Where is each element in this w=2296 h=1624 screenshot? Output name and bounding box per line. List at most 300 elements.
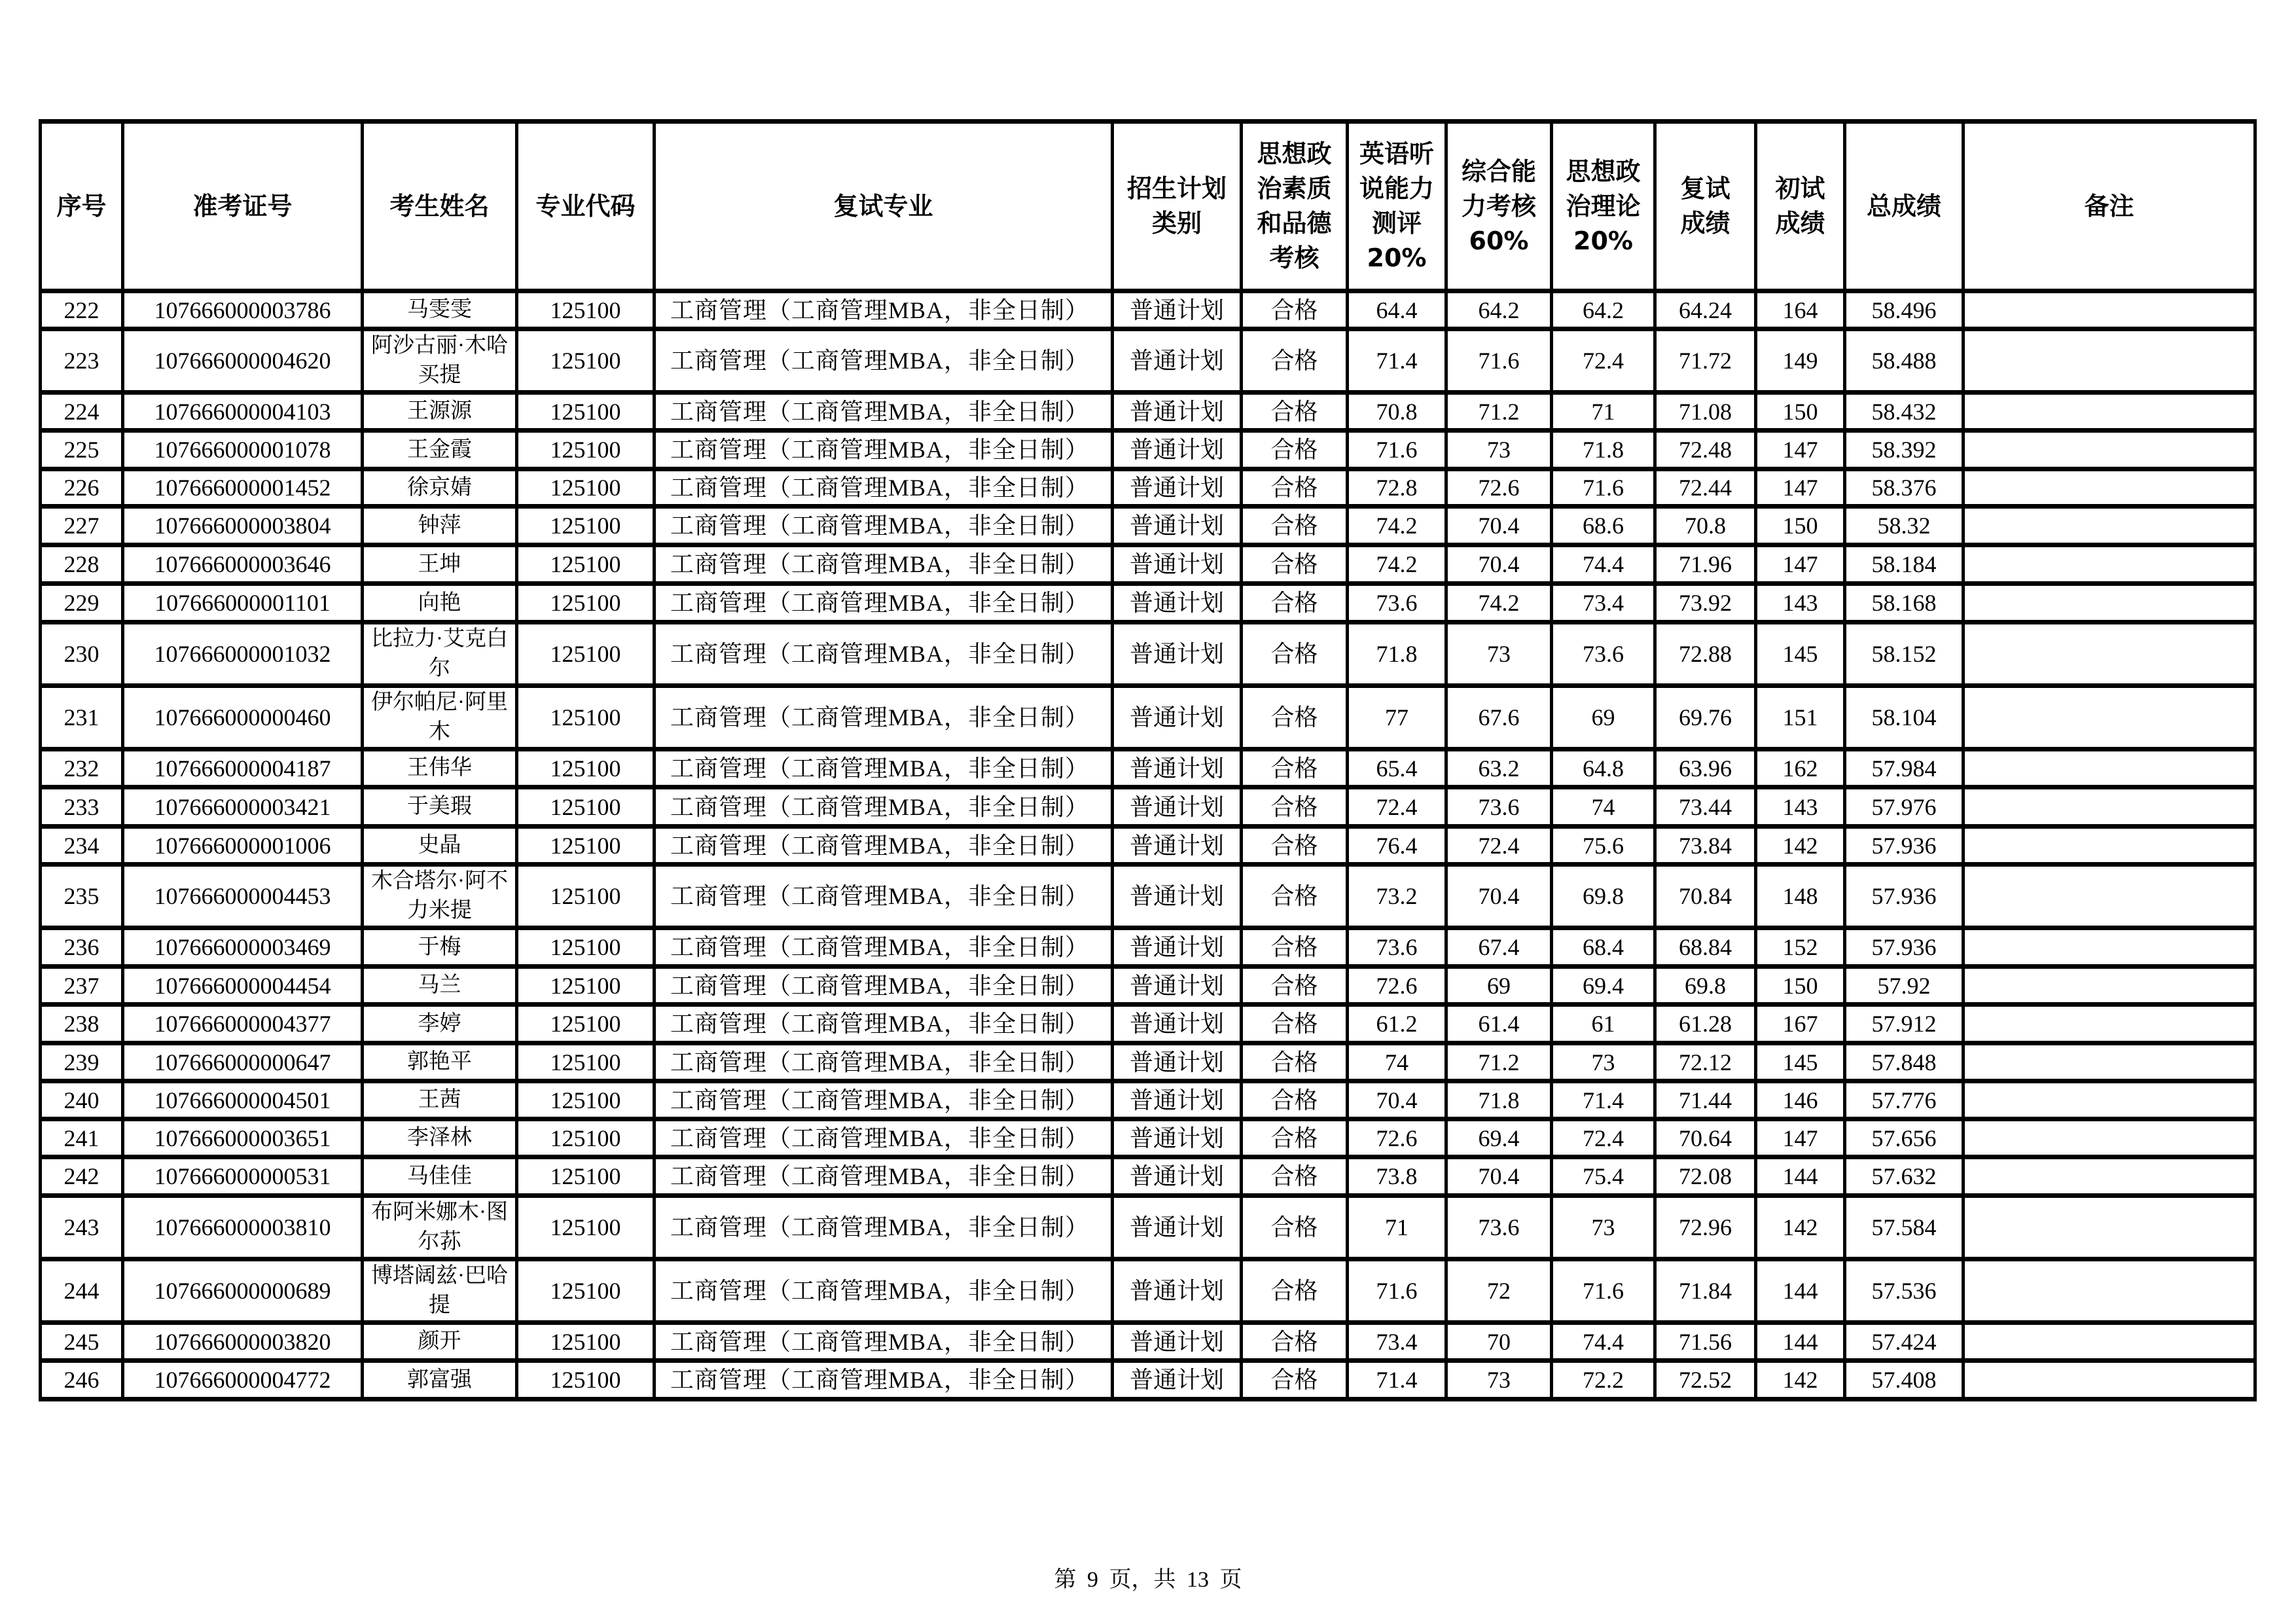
cell-prelim-score: 144 <box>1756 1259 1845 1323</box>
cell-comprehensive: 73 <box>1446 431 1552 469</box>
cell-name: 阿沙古丽·木哈买提 <box>363 329 517 393</box>
cell-seq: 242 <box>41 1157 123 1196</box>
table-row <box>41 329 2255 393</box>
cell-english: 61.2 <box>1348 1005 1446 1043</box>
cell-plan-type: 普通计划 <box>1113 827 1242 865</box>
cell-major: 工商管理（工商管理MBA，非全日制） <box>655 827 1113 865</box>
cell-major: 工商管理（工商管理MBA，非全日制） <box>655 787 1113 827</box>
cell-exam-id: 107666000003646 <box>123 545 363 584</box>
cell-remark <box>1964 1259 2255 1323</box>
cell-remark <box>1964 1157 2255 1196</box>
table-row <box>41 928 2255 967</box>
cell-english: 71.4 <box>1348 329 1446 393</box>
cell-ideology-moral: 合格 <box>1242 928 1348 967</box>
cell-politics: 72.4 <box>1552 329 1655 393</box>
score-table <box>39 119 2257 1401</box>
cell-name: 郭艳平 <box>363 1043 517 1081</box>
cell-remark <box>1964 584 2255 623</box>
cell-exam-id: 107666000004454 <box>123 967 363 1005</box>
cell-plan-type: 普通计划 <box>1113 507 1242 545</box>
cell-seq: 231 <box>41 686 123 749</box>
cell-retest-score: 71.56 <box>1655 1323 1756 1361</box>
cell-ideology-moral: 合格 <box>1242 1005 1348 1043</box>
cell-plan-type: 普通计划 <box>1113 1361 1242 1399</box>
cell-retest-score: 71.08 <box>1655 393 1756 431</box>
cell-seq: 234 <box>41 827 123 865</box>
cell-exam-id: 107666000000689 <box>123 1259 363 1323</box>
cell-remark <box>1964 827 2255 865</box>
cell-seq: 245 <box>41 1323 123 1361</box>
cell-exam-id: 107666000001032 <box>123 623 363 686</box>
cell-ideology-moral: 合格 <box>1242 291 1348 329</box>
cell-seq: 227 <box>41 507 123 545</box>
cell-major: 工商管理（工商管理MBA，非全日制） <box>655 291 1113 329</box>
cell-ideology-moral: 合格 <box>1242 469 1348 507</box>
cell-seq: 230 <box>41 623 123 686</box>
table-row <box>41 393 2255 431</box>
cell-comprehensive: 73 <box>1446 1361 1552 1399</box>
cell-name: 王茜 <box>363 1081 517 1119</box>
cell-total-score: 57.936 <box>1845 865 1964 928</box>
cell-politics: 64.2 <box>1552 291 1655 329</box>
cell-comprehensive: 70 <box>1446 1323 1552 1361</box>
cell-prelim-score: 145 <box>1756 623 1845 686</box>
cell-name: 颜开 <box>363 1323 517 1361</box>
page-footer: 第 9 页，共 13 页 <box>1054 1568 1242 1592</box>
cell-name: 王源源 <box>363 393 517 431</box>
cell-prelim-score: 147 <box>1756 431 1845 469</box>
cell-total-score: 58.184 <box>1845 545 1964 584</box>
cell-comprehensive: 73.6 <box>1446 787 1552 827</box>
cell-major-code: 125100 <box>517 393 655 431</box>
cell-major: 工商管理（工商管理MBA，非全日制） <box>655 1196 1113 1259</box>
cell-comprehensive: 71.2 <box>1446 393 1552 431</box>
cell-major-code: 125100 <box>517 545 655 584</box>
cell-ideology-moral: 合格 <box>1242 1157 1348 1196</box>
table-row <box>41 787 2255 827</box>
cell-comprehensive: 69.4 <box>1446 1119 1552 1157</box>
cell-seq: 241 <box>41 1119 123 1157</box>
cell-prelim-score: 150 <box>1756 393 1845 431</box>
cell-politics: 71.4 <box>1552 1081 1655 1119</box>
cell-remark <box>1964 1119 2255 1157</box>
cell-remark <box>1964 787 2255 827</box>
table-row <box>41 827 2255 865</box>
cell-exam-id: 107666000003786 <box>123 291 363 329</box>
cell-comprehensive: 72 <box>1446 1259 1552 1323</box>
cell-total-score: 57.848 <box>1845 1043 1964 1081</box>
cell-remark <box>1964 749 2255 787</box>
cell-retest-score: 72.48 <box>1655 431 1756 469</box>
cell-total-score: 57.584 <box>1845 1196 1964 1259</box>
cell-politics: 74.4 <box>1552 1323 1655 1361</box>
cell-seq: 229 <box>41 584 123 623</box>
cell-politics: 61 <box>1552 1005 1655 1043</box>
header-seq: 序号 <box>41 122 123 291</box>
cell-retest-score: 69.8 <box>1655 967 1756 1005</box>
cell-english: 64.4 <box>1348 291 1446 329</box>
cell-remark <box>1964 1196 2255 1259</box>
cell-politics: 71 <box>1552 393 1655 431</box>
cell-major-code: 125100 <box>517 865 655 928</box>
cell-retest-score: 72.52 <box>1655 1361 1756 1399</box>
cell-politics: 64.8 <box>1552 749 1655 787</box>
cell-prelim-score: 147 <box>1756 545 1845 584</box>
cell-remark <box>1964 1323 2255 1361</box>
cell-english: 73.6 <box>1348 928 1446 967</box>
cell-major: 工商管理（工商管理MBA，非全日制） <box>655 1157 1113 1196</box>
cell-total-score: 58.488 <box>1845 329 1964 393</box>
cell-politics: 75.4 <box>1552 1157 1655 1196</box>
cell-exam-id: 107666000000531 <box>123 1157 363 1196</box>
cell-politics: 71.6 <box>1552 1259 1655 1323</box>
cell-name: 布阿米娜木·图尔荪 <box>363 1196 517 1259</box>
cell-major-code: 125100 <box>517 431 655 469</box>
table-row <box>41 584 2255 623</box>
cell-ideology-moral: 合格 <box>1242 393 1348 431</box>
cell-plan-type: 普通计划 <box>1113 291 1242 329</box>
header-plan-type: 招生计划 类别 <box>1113 122 1242 291</box>
cell-name: 王坤 <box>363 545 517 584</box>
cell-major-code: 125100 <box>517 686 655 749</box>
cell-plan-type: 普通计划 <box>1113 1081 1242 1119</box>
cell-major: 工商管理（工商管理MBA，非全日制） <box>655 469 1113 507</box>
cell-exam-id: 107666000004620 <box>123 329 363 393</box>
cell-remark <box>1964 469 2255 507</box>
cell-comprehensive: 70.4 <box>1446 545 1552 584</box>
cell-total-score: 58.152 <box>1845 623 1964 686</box>
cell-total-score: 57.776 <box>1845 1081 1964 1119</box>
cell-name: 徐京婧 <box>363 469 517 507</box>
cell-name: 博塔阔兹·巴哈提 <box>363 1259 517 1323</box>
cell-major-code: 125100 <box>517 827 655 865</box>
cell-politics: 72.2 <box>1552 1361 1655 1399</box>
cell-ideology-moral: 合格 <box>1242 431 1348 469</box>
cell-exam-id: 107666000004453 <box>123 865 363 928</box>
cell-major-code: 125100 <box>517 1081 655 1119</box>
cell-name: 王金霞 <box>363 431 517 469</box>
cell-comprehensive: 71.6 <box>1446 329 1552 393</box>
cell-ideology-moral: 合格 <box>1242 329 1348 393</box>
cell-plan-type: 普通计划 <box>1113 865 1242 928</box>
cell-remark <box>1964 431 2255 469</box>
table-row <box>41 1323 2255 1361</box>
cell-name: 马佳佳 <box>363 1157 517 1196</box>
cell-retest-score: 72.88 <box>1655 623 1756 686</box>
cell-politics: 68.6 <box>1552 507 1655 545</box>
cell-name: 史晶 <box>363 827 517 865</box>
cell-exam-id: 107666000004501 <box>123 1081 363 1119</box>
cell-plan-type: 普通计划 <box>1113 1005 1242 1043</box>
cell-retest-score: 71.44 <box>1655 1081 1756 1119</box>
cell-retest-score: 73.84 <box>1655 827 1756 865</box>
cell-seq: 243 <box>41 1196 123 1259</box>
cell-ideology-moral: 合格 <box>1242 545 1348 584</box>
header-prelim-score: 初试 成绩 <box>1756 122 1845 291</box>
cell-english: 71.4 <box>1348 1361 1446 1399</box>
cell-prelim-score: 147 <box>1756 469 1845 507</box>
cell-major-code: 125100 <box>517 507 655 545</box>
cell-prelim-score: 142 <box>1756 1196 1845 1259</box>
cell-major: 工商管理（工商管理MBA，非全日制） <box>655 1081 1113 1119</box>
cell-major: 工商管理（工商管理MBA，非全日制） <box>655 507 1113 545</box>
table-row <box>41 623 2255 686</box>
header-row <box>41 122 2255 291</box>
cell-exam-id: 107666000004377 <box>123 1005 363 1043</box>
cell-major-code: 125100 <box>517 1323 655 1361</box>
header-exam-id: 准考证号 <box>123 122 363 291</box>
table-row <box>41 1361 2255 1399</box>
cell-major-code: 125100 <box>517 1119 655 1157</box>
cell-ideology-moral: 合格 <box>1242 1323 1348 1361</box>
cell-major: 工商管理（工商管理MBA，非全日制） <box>655 928 1113 967</box>
cell-english: 76.4 <box>1348 827 1446 865</box>
cell-retest-score: 70.8 <box>1655 507 1756 545</box>
cell-english: 73.6 <box>1348 584 1446 623</box>
table-row <box>41 967 2255 1005</box>
cell-total-score: 58.432 <box>1845 393 1964 431</box>
header-major-code: 专业代码 <box>517 122 655 291</box>
cell-ideology-moral: 合格 <box>1242 749 1348 787</box>
cell-remark <box>1964 1081 2255 1119</box>
cell-remark <box>1964 393 2255 431</box>
cell-plan-type: 普通计划 <box>1113 1259 1242 1323</box>
cell-english: 73.8 <box>1348 1157 1446 1196</box>
cell-seq: 246 <box>41 1361 123 1399</box>
cell-english: 73.4 <box>1348 1323 1446 1361</box>
cell-seq: 233 <box>41 787 123 827</box>
table-row <box>41 469 2255 507</box>
cell-exam-id: 107666000003810 <box>123 1196 363 1259</box>
cell-prelim-score: 149 <box>1756 329 1845 393</box>
cell-seq: 244 <box>41 1259 123 1323</box>
cell-major: 工商管理（工商管理MBA，非全日制） <box>655 1259 1113 1323</box>
table-row <box>41 749 2255 787</box>
cell-plan-type: 普通计划 <box>1113 623 1242 686</box>
cell-total-score: 57.984 <box>1845 749 1964 787</box>
cell-major: 工商管理（工商管理MBA，非全日制） <box>655 545 1113 584</box>
cell-prelim-score: 151 <box>1756 686 1845 749</box>
cell-plan-type: 普通计划 <box>1113 393 1242 431</box>
cell-major: 工商管理（工商管理MBA，非全日制） <box>655 1043 1113 1081</box>
cell-exam-id: 107666000003469 <box>123 928 363 967</box>
header-total-score: 总成绩 <box>1845 122 1964 291</box>
cell-total-score: 57.92 <box>1845 967 1964 1005</box>
cell-prelim-score: 148 <box>1756 865 1845 928</box>
cell-prelim-score: 150 <box>1756 967 1845 1005</box>
cell-name: 向艳 <box>363 584 517 623</box>
cell-major: 工商管理（工商管理MBA，非全日制） <box>655 1119 1113 1157</box>
cell-politics: 71.8 <box>1552 431 1655 469</box>
cell-name: 马雯雯 <box>363 291 517 329</box>
cell-major: 工商管理（工商管理MBA，非全日制） <box>655 393 1113 431</box>
cell-name: 于美瑕 <box>363 787 517 827</box>
cell-retest-score: 70.84 <box>1655 865 1756 928</box>
cell-prelim-score: 150 <box>1756 507 1845 545</box>
table-row <box>41 545 2255 584</box>
cell-name: 木合塔尔·阿不力米提 <box>363 865 517 928</box>
cell-ideology-moral: 合格 <box>1242 1081 1348 1119</box>
cell-english: 73.2 <box>1348 865 1446 928</box>
cell-comprehensive: 74.2 <box>1446 584 1552 623</box>
cell-seq: 226 <box>41 469 123 507</box>
cell-plan-type: 普通计划 <box>1113 787 1242 827</box>
cell-seq: 222 <box>41 291 123 329</box>
cell-english: 71.6 <box>1348 431 1446 469</box>
cell-major: 工商管理（工商管理MBA，非全日制） <box>655 584 1113 623</box>
cell-major: 工商管理（工商管理MBA，非全日制） <box>655 1005 1113 1043</box>
cell-major: 工商管理（工商管理MBA，非全日制） <box>655 967 1113 1005</box>
header-english: 英语听 说能力 测评 20% <box>1348 122 1446 291</box>
cell-prelim-score: 144 <box>1756 1157 1845 1196</box>
cell-politics: 72.4 <box>1552 1119 1655 1157</box>
cell-politics: 75.6 <box>1552 827 1655 865</box>
cell-comprehensive: 64.2 <box>1446 291 1552 329</box>
cell-plan-type: 普通计划 <box>1113 1323 1242 1361</box>
cell-comprehensive: 73 <box>1446 623 1552 686</box>
cell-retest-score: 72.96 <box>1655 1196 1756 1259</box>
cell-seq: 240 <box>41 1081 123 1119</box>
cell-ideology-moral: 合格 <box>1242 1361 1348 1399</box>
cell-plan-type: 普通计划 <box>1113 928 1242 967</box>
table-row <box>41 1081 2255 1119</box>
cell-major-code: 125100 <box>517 623 655 686</box>
cell-remark <box>1964 1361 2255 1399</box>
cell-major-code: 125100 <box>517 291 655 329</box>
table-row <box>41 507 2255 545</box>
cell-english: 77 <box>1348 686 1446 749</box>
cell-seq: 238 <box>41 1005 123 1043</box>
table-row <box>41 1196 2255 1259</box>
cell-major: 工商管理（工商管理MBA，非全日制） <box>655 686 1113 749</box>
cell-politics: 69 <box>1552 686 1655 749</box>
cell-total-score: 57.632 <box>1845 1157 1964 1196</box>
cell-ideology-moral: 合格 <box>1242 507 1348 545</box>
cell-major: 工商管理（工商管理MBA，非全日制） <box>655 1323 1113 1361</box>
cell-retest-score: 71.96 <box>1655 545 1756 584</box>
cell-retest-score: 71.84 <box>1655 1259 1756 1323</box>
cell-exam-id: 107666000003651 <box>123 1119 363 1157</box>
cell-comprehensive: 70.4 <box>1446 1157 1552 1196</box>
cell-total-score: 57.536 <box>1845 1259 1964 1323</box>
header-name: 考生姓名 <box>363 122 517 291</box>
table-row <box>41 1005 2255 1043</box>
cell-name: 王伟华 <box>363 749 517 787</box>
cell-ideology-moral: 合格 <box>1242 827 1348 865</box>
cell-prelim-score: 142 <box>1756 827 1845 865</box>
cell-comprehensive: 67.4 <box>1446 928 1552 967</box>
cell-retest-score: 72.08 <box>1655 1157 1756 1196</box>
cell-politics: 68.4 <box>1552 928 1655 967</box>
cell-total-score: 57.936 <box>1845 928 1964 967</box>
table-row <box>41 1157 2255 1196</box>
header-comprehensive: 综合能 力考核 60% <box>1446 122 1552 291</box>
cell-politics: 69.8 <box>1552 865 1655 928</box>
cell-retest-score: 73.92 <box>1655 584 1756 623</box>
cell-comprehensive: 70.4 <box>1446 865 1552 928</box>
cell-plan-type: 普通计划 <box>1113 584 1242 623</box>
header-retest-score: 复试 成绩 <box>1655 122 1756 291</box>
cell-total-score: 57.408 <box>1845 1361 1964 1399</box>
cell-remark <box>1964 686 2255 749</box>
cell-major-code: 125100 <box>517 1005 655 1043</box>
cell-major: 工商管理（工商管理MBA，非全日制） <box>655 329 1113 393</box>
cell-major-code: 125100 <box>517 1361 655 1399</box>
cell-english: 72.8 <box>1348 469 1446 507</box>
cell-politics: 74.4 <box>1552 545 1655 584</box>
cell-exam-id: 107666000004772 <box>123 1361 363 1399</box>
cell-major: 工商管理（工商管理MBA，非全日制） <box>655 431 1113 469</box>
cell-prelim-score: 164 <box>1756 291 1845 329</box>
cell-seq: 223 <box>41 329 123 393</box>
header-major: 复试专业 <box>655 122 1113 291</box>
cell-comprehensive: 69 <box>1446 967 1552 1005</box>
cell-politics: 73 <box>1552 1196 1655 1259</box>
cell-plan-type: 普通计划 <box>1113 545 1242 584</box>
cell-retest-score: 64.24 <box>1655 291 1756 329</box>
cell-prelim-score: 167 <box>1756 1005 1845 1043</box>
cell-seq: 239 <box>41 1043 123 1081</box>
cell-prelim-score: 143 <box>1756 787 1845 827</box>
cell-retest-score: 72.44 <box>1655 469 1756 507</box>
cell-plan-type: 普通计划 <box>1113 686 1242 749</box>
cell-remark <box>1964 545 2255 584</box>
cell-politics: 73 <box>1552 1043 1655 1081</box>
cell-remark <box>1964 623 2255 686</box>
cell-exam-id: 107666000001452 <box>123 469 363 507</box>
cell-retest-score: 61.28 <box>1655 1005 1756 1043</box>
cell-exam-id: 107666000000647 <box>123 1043 363 1081</box>
cell-english: 65.4 <box>1348 749 1446 787</box>
cell-total-score: 57.424 <box>1845 1323 1964 1361</box>
cell-retest-score: 63.96 <box>1655 749 1756 787</box>
table-row <box>41 865 2255 928</box>
cell-name: 伊尔帕尼·阿里木 <box>363 686 517 749</box>
cell-comprehensive: 72.4 <box>1446 827 1552 865</box>
cell-comprehensive: 71.2 <box>1446 1043 1552 1081</box>
cell-remark <box>1964 1005 2255 1043</box>
cell-total-score: 58.104 <box>1845 686 1964 749</box>
cell-exam-id: 107666000000460 <box>123 686 363 749</box>
cell-ideology-moral: 合格 <box>1242 584 1348 623</box>
cell-ideology-moral: 合格 <box>1242 865 1348 928</box>
cell-plan-type: 普通计划 <box>1113 1119 1242 1157</box>
cell-seq: 232 <box>41 749 123 787</box>
cell-english: 70.8 <box>1348 393 1446 431</box>
cell-ideology-moral: 合格 <box>1242 1119 1348 1157</box>
cell-major: 工商管理（工商管理MBA，非全日制） <box>655 623 1113 686</box>
cell-total-score: 57.912 <box>1845 1005 1964 1043</box>
cell-total-score: 58.32 <box>1845 507 1964 545</box>
table-row <box>41 291 2255 329</box>
cell-exam-id: 107666000001078 <box>123 431 363 469</box>
cell-total-score: 57.976 <box>1845 787 1964 827</box>
cell-plan-type: 普通计划 <box>1113 1043 1242 1081</box>
cell-ideology-moral: 合格 <box>1242 1196 1348 1259</box>
cell-prelim-score: 145 <box>1756 1043 1845 1081</box>
cell-english: 71.6 <box>1348 1259 1446 1323</box>
cell-remark <box>1964 865 2255 928</box>
cell-plan-type: 普通计划 <box>1113 749 1242 787</box>
cell-remark <box>1964 967 2255 1005</box>
cell-ideology-moral: 合格 <box>1242 623 1348 686</box>
cell-name: 钟萍 <box>363 507 517 545</box>
cell-major-code: 125100 <box>517 1157 655 1196</box>
cell-seq: 235 <box>41 865 123 928</box>
cell-english: 70.4 <box>1348 1081 1446 1119</box>
header-remark: 备注 <box>1964 122 2255 291</box>
cell-total-score: 57.656 <box>1845 1119 1964 1157</box>
